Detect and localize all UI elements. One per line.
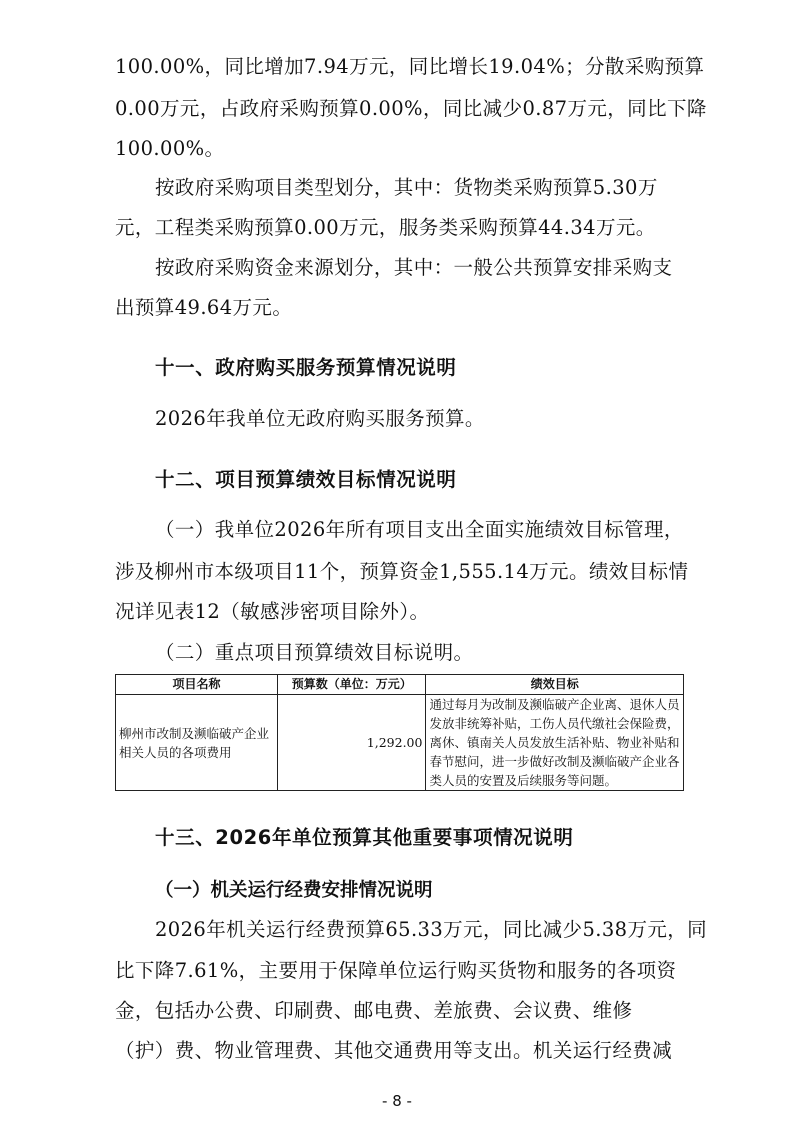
section-heading-12: 十二、项目预算绩效目标情况说明 (155, 468, 457, 491)
paragraph-line: 涉及柳州市本级项目11个，预算资金1,555.14万元。绩效目标情 (115, 560, 689, 583)
table-header-row (116, 675, 684, 695)
paragraph-line: 按政府采购资金来源划分，其中：一般公共预算安排采购支 (155, 256, 673, 279)
paragraph-line: （二）重点项目预算绩效目标说明。 (155, 641, 474, 664)
project-name-cell: 柳州市改制及濒临破产企业相关人员的各项费用 (116, 695, 278, 791)
paragraph-line: 2026年机关运行经费预算65.33万元，同比减少5.38万元，同 (155, 918, 708, 941)
paragraph-line: 出预算49.64万元。 (115, 296, 293, 319)
paragraph-line: （一）我单位2026年所有项目支出全面实施绩效目标管理， (155, 518, 684, 541)
paragraph-line: 0.00万元，占政府采购预算0.00%，同比减少0.87万元，同比下降 (115, 97, 707, 120)
subsection-heading: （一）机关运行经费安排情况说明 (155, 880, 433, 901)
performance-goal-table (115, 674, 684, 791)
performance-goal-cell: 通过每月为改制及濒临破产企业离、退休人员发放非统筹补贴，工伤人员代缴社会保险费，离休、镇南关人员发放生活补贴、物业补贴和春节慰问，进一步做好改制及濒临破产企业各类人员的安置及后续服务等问题。 (426, 695, 684, 791)
section-heading-13: 十三、2026年单位预算其他重要事项情况说明 (155, 826, 574, 849)
column-header-performance-goal: 绩效目标 (426, 675, 684, 695)
column-header-project-name: 项目名称 (116, 675, 278, 695)
paragraph-line: 元，工程类采购预算0.00万元，服务类采购预算44.34万元。 (115, 216, 656, 239)
paragraph-line: 按政府采购项目类型划分，其中：货物类采购预算5.30万 (155, 176, 658, 199)
paragraph-line: 况详见表12（敏感涉密项目除外）。 (115, 600, 430, 623)
paragraph-line: （护）费、物业管理费、其他交通费用等支出。机关运行经费减 (115, 1039, 673, 1062)
paragraph-line: 金，包括办公费、印刷费、邮电费、差旅费、会议费、维修 (115, 999, 633, 1022)
budget-amount-cell: 1,292.00 (278, 695, 426, 791)
paragraph-line: 100.00%，同比增加7.94万元，同比增长19.04%；分散采购预算 (115, 55, 705, 78)
page-number: - 8 - (382, 1092, 412, 1110)
section-heading-11: 十一、政府购买服务预算情况说明 (155, 356, 457, 379)
column-header-budget: 预算数（单位：万元） (278, 675, 426, 695)
paragraph-line: 100.00%。 (115, 137, 225, 160)
paragraph-line: 比下降7.61%，主要用于保障单位运行购买货物和服务的各项资 (115, 959, 677, 982)
table-row (116, 695, 684, 791)
paragraph-line: 2026年我单位无政府购买服务预算。 (155, 407, 485, 430)
